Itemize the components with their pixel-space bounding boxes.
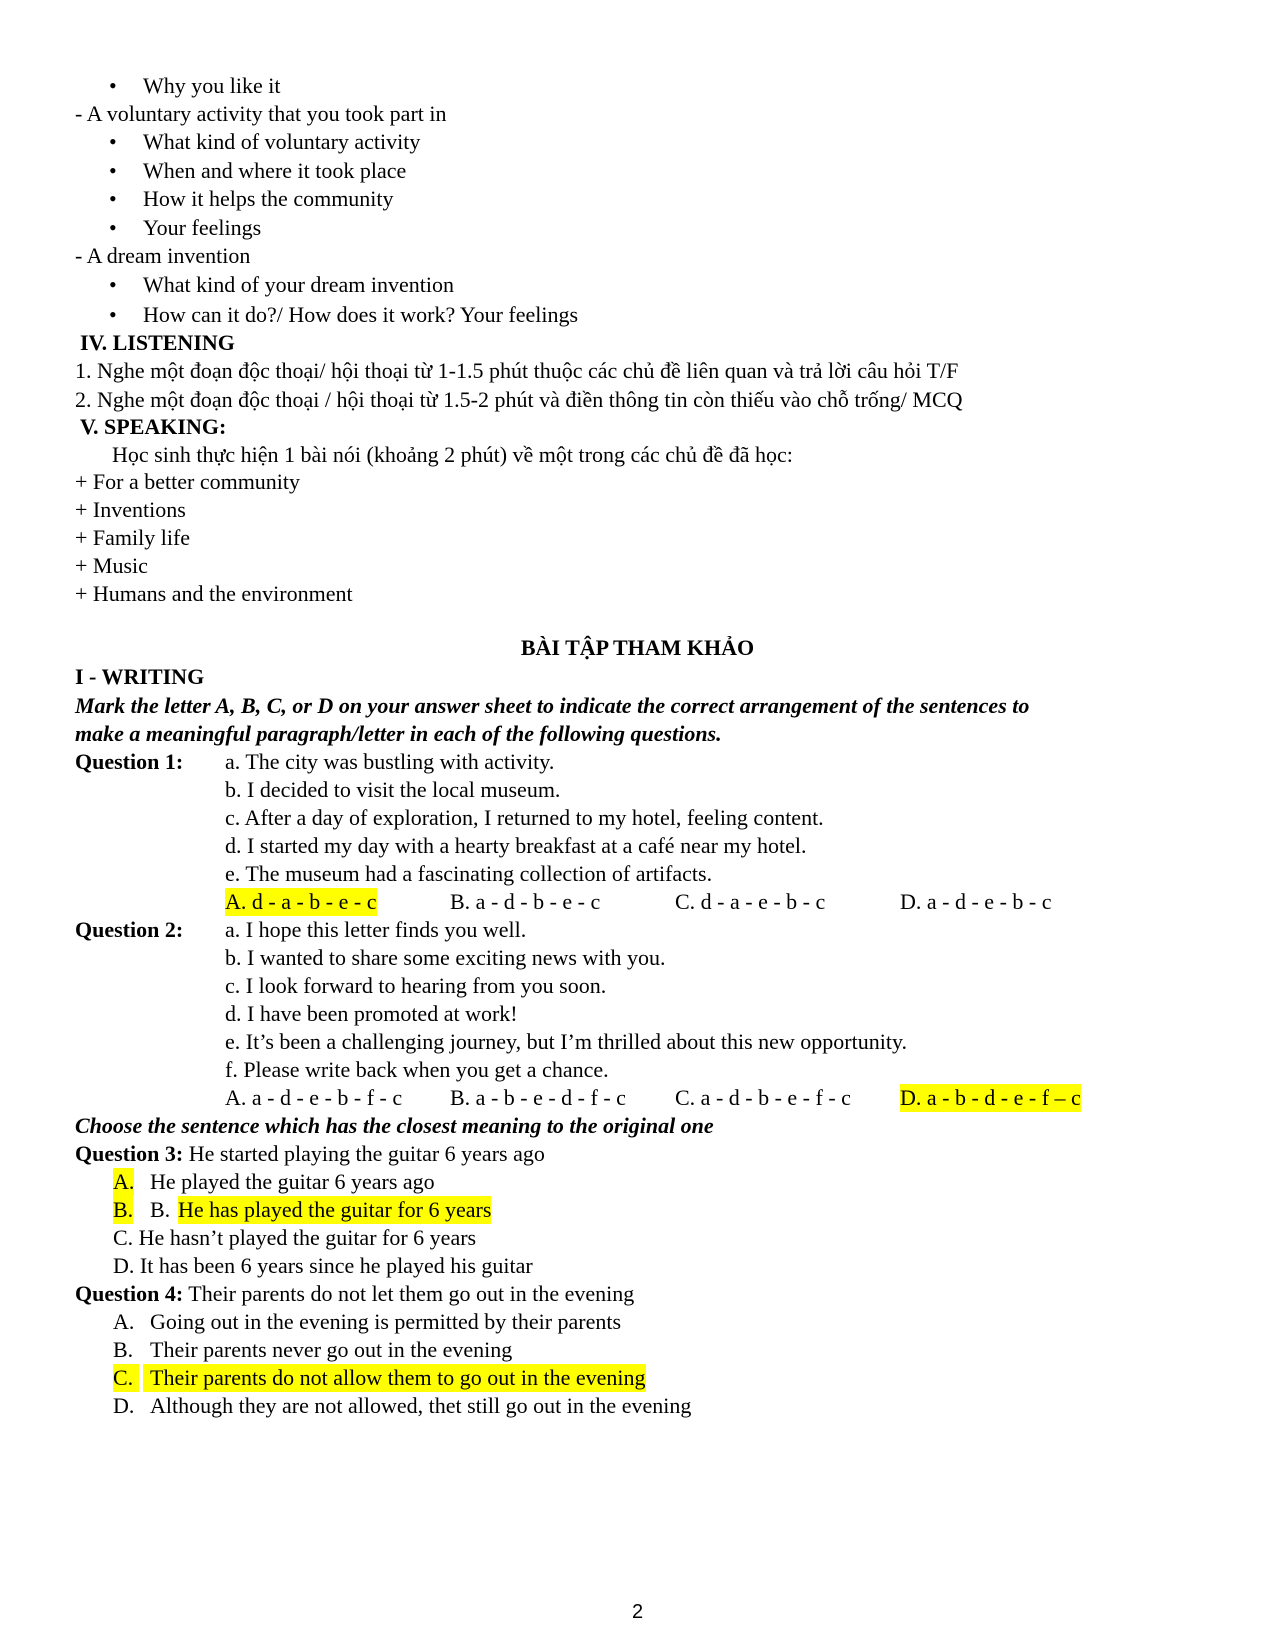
speaking-topic: + Music bbox=[75, 553, 148, 578]
sentence-line: b. I decided to visit the local museum. bbox=[225, 777, 561, 802]
answer-option: D. a - d - e - b - c bbox=[900, 889, 1052, 914]
outline-bullet: • What kind of voluntary activity bbox=[143, 128, 420, 156]
question-stem: He started playing the guitar 6 years ago bbox=[183, 1141, 545, 1166]
listening-item: 1. Nghe một đoạn độc thoại/ hội thoại từ 1-1.5 phút thuộc các chủ đề liên quan và trả lời câu hỏi T/F bbox=[75, 358, 959, 383]
question-label: Question 1: bbox=[75, 749, 184, 774]
sentence-line: e. The museum had a fascinating collection of artifacts. bbox=[225, 861, 713, 886]
sentence-line: a. The city was bustling with activity. bbox=[225, 749, 555, 774]
listening-heading: IV. LISTENING bbox=[80, 330, 235, 355]
question-label: Question 2: bbox=[75, 917, 184, 942]
sentence-line: c. I look forward to hearing from you soon. bbox=[225, 973, 607, 998]
question-row bbox=[75, 1140, 545, 1168]
option-text: He has played the guitar for 6 years bbox=[178, 1197, 492, 1222]
question-label: Question 4: bbox=[75, 1281, 184, 1306]
answer-option: B. a - b - e - d - f - c bbox=[450, 1085, 626, 1110]
instruction-text: Choose the sentence which has the closest meaning to the original one bbox=[75, 1113, 714, 1138]
option-text: Their parents never go out in the evening bbox=[150, 1337, 513, 1362]
speaking-topic: + Family life bbox=[75, 525, 191, 550]
sentence-line: f. Please write back when you get a chance. bbox=[225, 1057, 609, 1082]
speaking-topic: + Inventions bbox=[75, 497, 186, 522]
sentence-line: d. I started my day with a hearty breakfast at a café near my hotel. bbox=[225, 833, 807, 858]
outline-bullet: • What kind of your dream invention bbox=[143, 271, 454, 299]
sentence-line: c. After a day of exploration, I returned to my hotel, feeling content. bbox=[225, 805, 824, 830]
option-letter: B. bbox=[113, 1337, 134, 1362]
exercises-title: BÀI TẬP THAM KHẢO bbox=[520, 635, 755, 660]
outline-bullet: • Why you like it bbox=[143, 72, 280, 100]
speaking-intro: Học sinh thực hiện 1 bài nói (khoảng 2 phút) về một trong các chủ đề đã học: bbox=[112, 442, 793, 467]
answer-option: C. a - d - b - e - f - c bbox=[675, 1085, 851, 1110]
option-letter: C. bbox=[113, 1364, 139, 1392]
outline-bullet: • How can it do?/ How does it work? Your feelings bbox=[143, 301, 578, 329]
listening-item: 2. Nghe một đoạn độc thoại / hội thoại từ 1.5-2 phút và điền thông tin còn thiếu vào chỗ trống/ MCQ bbox=[75, 387, 963, 412]
answer-option: A. a - d - e - b - f - c bbox=[225, 1085, 403, 1110]
question-stem: Their parents do not let them go out in the evening bbox=[183, 1281, 635, 1306]
page-number: 2 bbox=[631, 1601, 644, 1623]
question-row bbox=[75, 1280, 634, 1308]
option-text: He played the guitar 6 years ago bbox=[150, 1169, 435, 1194]
outline-bullet: • Your feelings bbox=[143, 214, 261, 242]
question-label: Question 3: bbox=[75, 1141, 184, 1166]
answer-option: D. a - b - d - e - f – c bbox=[900, 1085, 1081, 1110]
sentence-line: d. I have been promoted at work! bbox=[225, 1001, 518, 1026]
sentence-line: b. I wanted to share some exciting news with you. bbox=[225, 945, 666, 970]
speaking-heading: V. SPEAKING: bbox=[80, 414, 227, 439]
answer-option: A. d - a - b - e - c bbox=[225, 889, 377, 914]
outline-bullet: • How it helps the community bbox=[143, 185, 394, 213]
outline-topic: - A dream invention bbox=[75, 243, 251, 268]
option-letter: D. bbox=[113, 1393, 135, 1418]
option-letter: A. bbox=[113, 1169, 135, 1194]
outline-topic: - A voluntary activity that you took part in bbox=[75, 101, 447, 126]
writing-heading: I - WRITING bbox=[75, 664, 205, 689]
answer-option: C. He hasn’t played the guitar for 6 years bbox=[113, 1225, 477, 1250]
instruction-text: Mark the letter A, B, C, or D on your answer sheet to indicate the correct arrangement of the sentences to bbox=[75, 693, 1030, 718]
speaking-topic: + Humans and the environment bbox=[75, 581, 353, 606]
option-prefix: B. bbox=[150, 1197, 171, 1222]
sentence-line: e. It’s been a challenging journey, but I’m thrilled about this new opportunity. bbox=[225, 1029, 908, 1054]
answer-option: B. a - d - b - e - c bbox=[450, 889, 601, 914]
option-text: Although they are not allowed, thet still go out in the evening bbox=[150, 1393, 692, 1418]
speaking-topic: + For a better community bbox=[75, 469, 301, 494]
option-text: Going out in the evening is permitted by their parents bbox=[150, 1309, 622, 1334]
sentence-line: a. I hope this letter finds you well. bbox=[225, 917, 527, 942]
outline-bullet: • When and where it took place bbox=[143, 157, 406, 185]
instruction-text: make a meaningful paragraph/letter in each of the following questions. bbox=[75, 721, 722, 746]
option-letter: A. bbox=[113, 1309, 135, 1334]
option-text: Their parents do not allow them to go out in the evening bbox=[143, 1364, 646, 1392]
answer-option: C. d - a - e - b - c bbox=[675, 889, 826, 914]
answer-option: D. It has been 6 years since he played his guitar bbox=[113, 1253, 533, 1278]
option-letter: B. bbox=[113, 1197, 134, 1222]
